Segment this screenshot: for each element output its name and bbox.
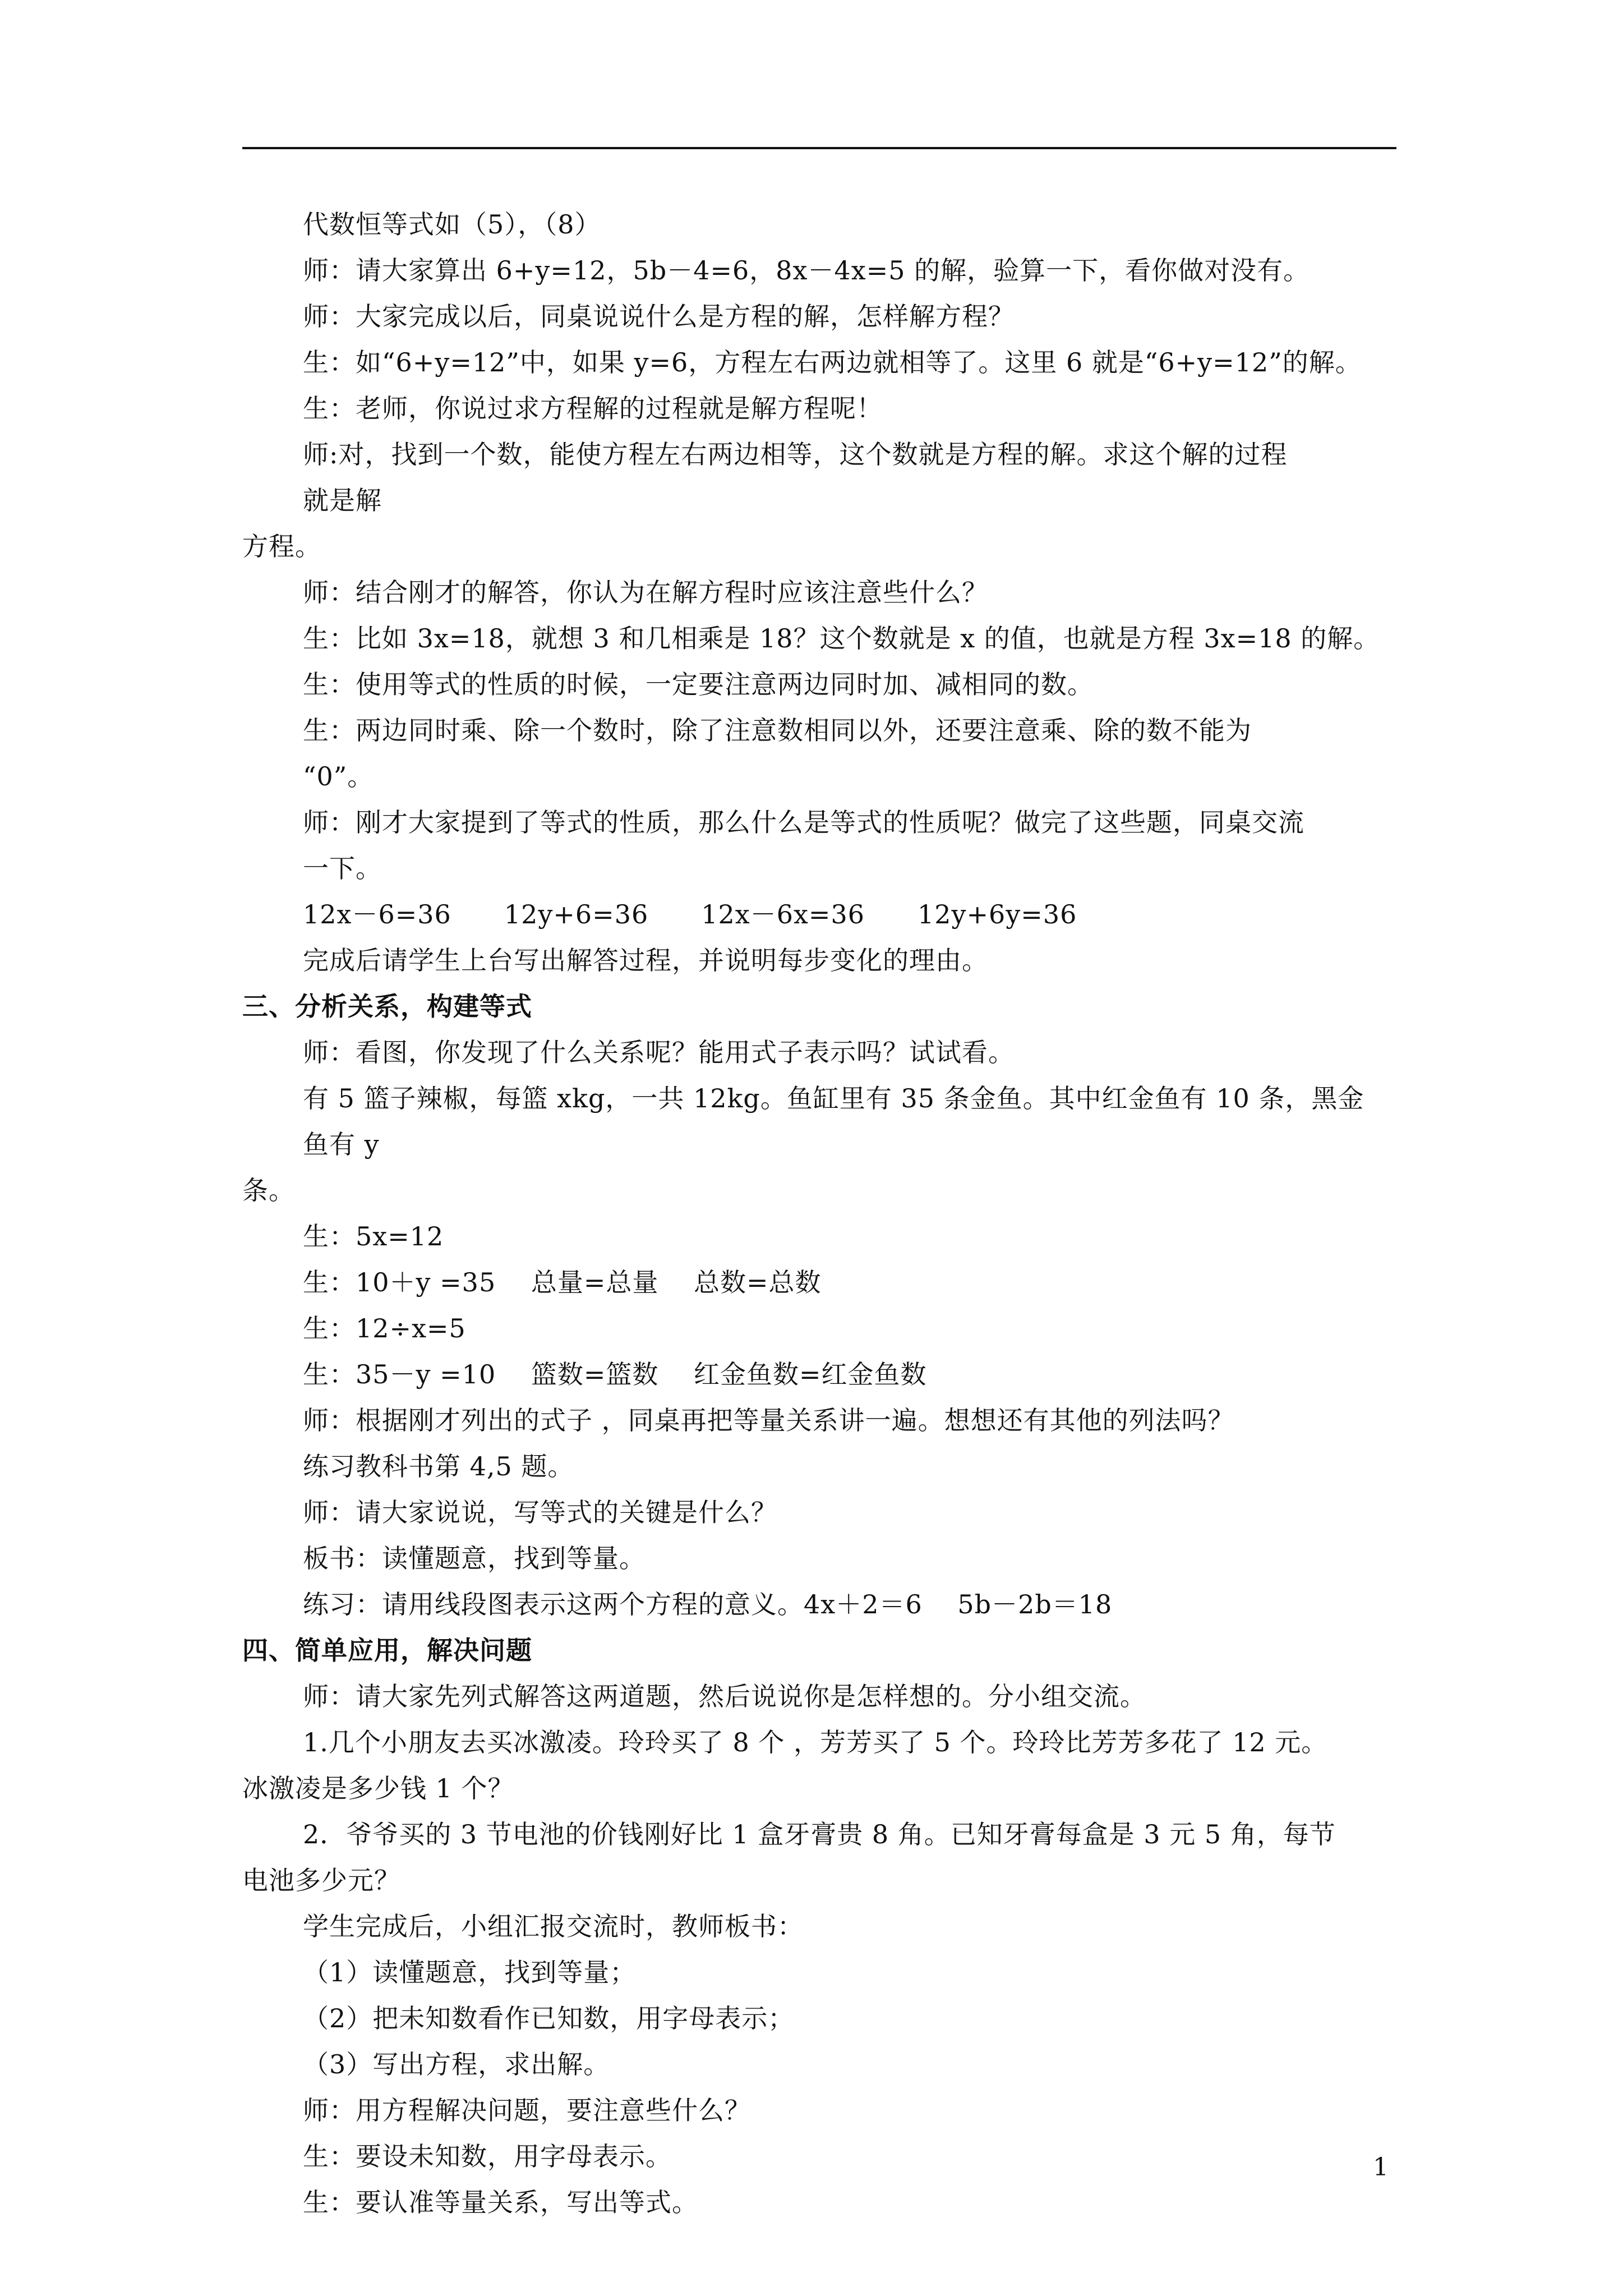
text-line: 师：大家完成以后，同桌说说什么是方程的解，怎样解方程？ [303,301,1015,332]
text-line: 一下。 [303,853,382,884]
text-line: 1.几个小朋友去买冰激凌。玲玲买了 8 个 ，芳芳买了 5 个。玲玲比芳芳多花了 12 元。 [303,1727,1328,1757]
text-line: 师:对，找到一个数，能使方程左右两边相等，这个数就是方程的解。求这个解的过程 [303,439,1288,470]
text-line: 师：请大家说说，写等式的关键是什么？ [303,1497,777,1527]
text-line: 生：10＋y =35 总量=总量 总数=总数 [303,1267,822,1297]
text-line: 练习：请用线段图表示这两个方程的意义。4x＋2＝6 5b－2b＝18 [303,1589,1113,1619]
text-line: 2．爷爷买的 3 节电池的价钱刚好比 1 盒牙膏贵 8 角。已知牙膏每盒是 3 元 5 角，每节 [303,1819,1336,1849]
page-number: 1 [1373,2153,1389,2182]
text-line: 生：使用等式的性质的时候，一定要注意两边同时加、减相同的数。 [303,669,1094,700]
header-rule [242,147,1396,149]
text-line: 师：刚才大家提到了等式的性质，那么什么是等式的性质呢？做完了这些题，同桌交流 [303,807,1304,838]
text-line: 师：用方程解决问题，要注意些什么？ [303,2095,751,2125]
text-line: 学生完成后，小组汇报交流时，教师板书： [303,1911,804,1941]
text-line: 生：12÷x=5 [303,1313,466,1343]
text-line: 完成后请学生上台写出解答过程，并说明每步变化的理由。 [303,945,988,976]
text-line: （1）读懂题意，找到等量； [303,1957,637,1987]
text-line: 生：比如 3x=18，就想 3 和几相乘是 18？这个数就是 x 的值，也就是方程 3x=18 的解。 [303,623,1380,654]
section-heading: 三、分析关系，构建等式 [242,991,532,1022]
text-line: 生：如“6+y=12”中，如果 y=6，方程左右两边就相等了。这里 6 就是“6+y=12”的解。 [303,347,1362,378]
text-line: 方程。 [242,531,321,562]
text-line: 生：要设未知数，用字母表示。 [303,2141,672,2171]
text-line: （3）写出方程，求出解。 [303,2049,610,2079]
text-line: 师：结合刚才的解答，你认为在解方程时应该注意些什么？ [303,577,988,608]
text-line: （2）把未知数看作已知数，用字母表示； [303,2003,795,2033]
text-line: 有 5 篮子辣椒，每篮 xkg，一共 12kg。鱼缸里有 35 条金鱼。其中红金鱼有 10 条，黑金 [303,1083,1364,1114]
text-line: 师：请大家先列式解答这两道题，然后说说你是怎样想的。分小组交流。 [303,1681,1146,1711]
text-line: 师：请大家算出 6+y=12，5b－4=6，8x－4x=5 的解，验算一下，看你做对没有。 [303,255,1310,286]
text-line: 冰激凌是多少钱 1 个？ [242,1773,514,1803]
text-line: 板书：读懂题意，找到等量。 [303,1543,645,1573]
text-line: 条。 [242,1175,295,1205]
section-heading: 四、简单应用，解决问题 [242,1635,532,1665]
text-line: 生：35－y =10 篮数=篮数 红金鱼数=红金鱼数 [303,1359,927,1389]
text-line: 生：要认准等量关系，写出等式。 [303,2187,698,2217]
text-line: 生：两边同时乘、除一个数时，除了注意数相同以外，还要注意乘、除的数不能为 [303,715,1252,746]
text-line: 代数恒等式如（5），（8） [303,209,601,240]
text-line: 师：根据刚才列出的式子 ，同桌再把等量关系讲一遍。想想还有其他的列法吗？ [303,1405,1234,1435]
text-line: 师：看图，你发现了什么关系呢？能用式子表示吗？试试看。 [303,1037,1015,1068]
text-line: 练习教科书第 4,5 题。 [303,1451,574,1481]
text-line: 鱼有 y [303,1129,380,1159]
text-line: 电池多少元？ [242,1865,400,1895]
text-line: “0”。 [303,761,374,792]
text-line: 生：5x=12 [303,1221,444,1251]
text-line: 生：老师，你说过求方程解的过程就是解方程呢！ [303,393,883,424]
text-line: 就是解 [303,485,382,516]
text-line: 12x－6=36 12y+6=36 12x－6x=36 12y+6y=36 [303,899,1077,930]
